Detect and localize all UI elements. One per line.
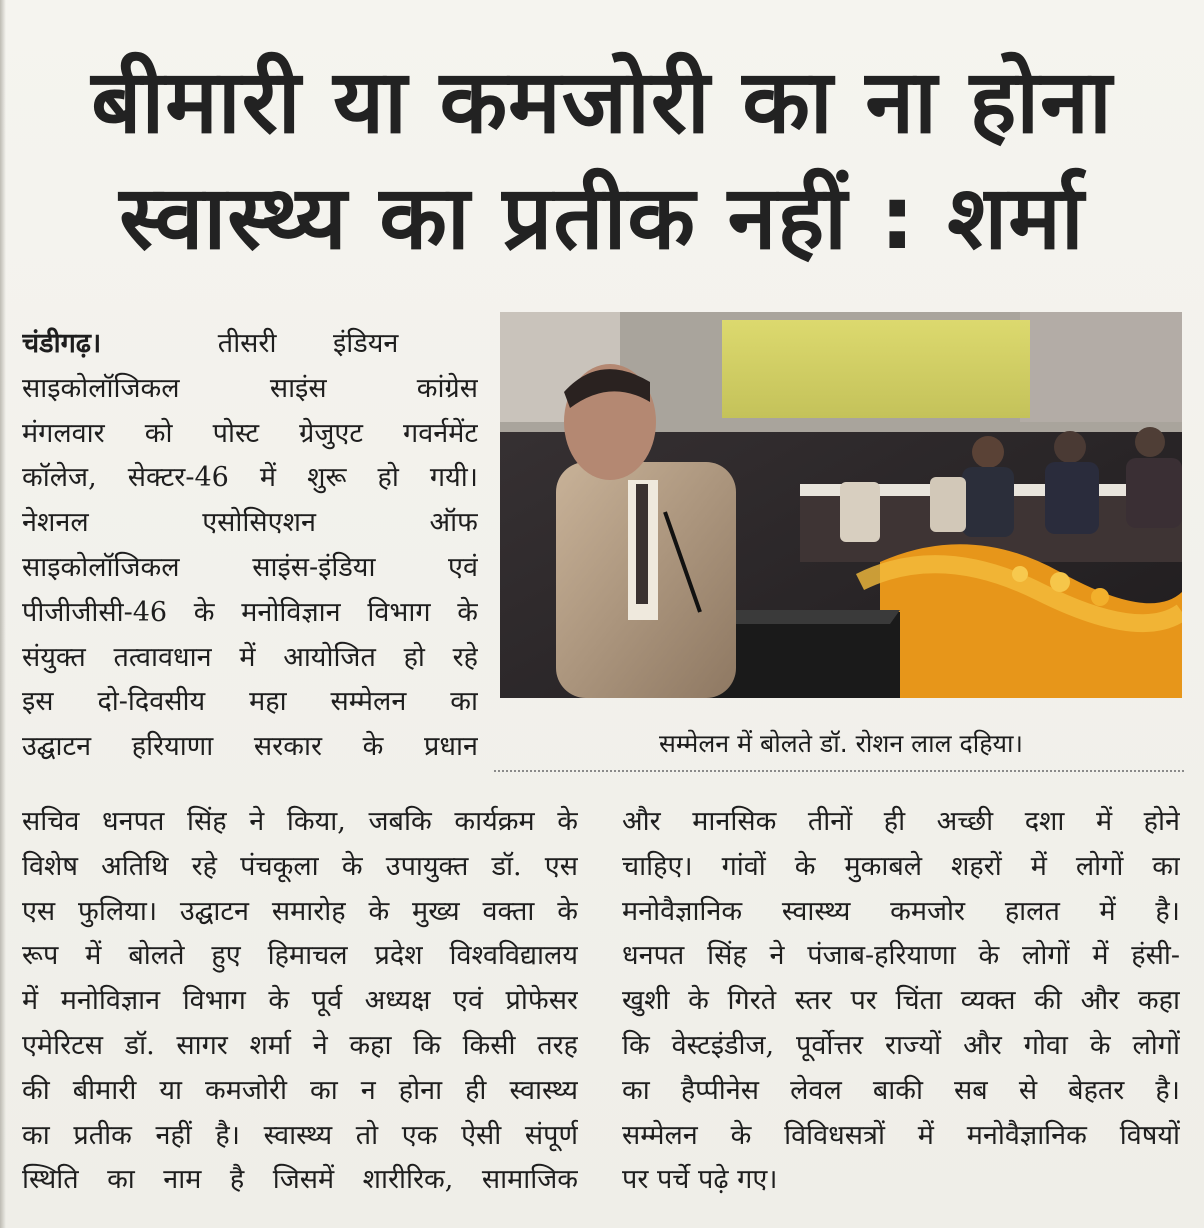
article-line: साइकोलॉजिकल साइंस-इंडिया एवं bbox=[22, 551, 478, 583]
dotted-divider bbox=[494, 770, 1184, 772]
article-line: चाहिए। गांवों के मुकाबले शहरों में लोगों का bbox=[622, 850, 1180, 882]
dateline: चंडीगढ़। bbox=[22, 328, 102, 359]
article-line: कॉलेज, सेक्टर-46 में शुरू हो गयी। bbox=[22, 462, 478, 494]
article-line: का प्रतीक नहीं है। स्वास्थ्य तो एक ऐसी संपूर्ण bbox=[22, 1119, 578, 1151]
headline-line-2: स्वास्थ्य का प्रतीक नहीं : शर्मा bbox=[119, 166, 1085, 269]
speaker-photo bbox=[500, 312, 1182, 698]
article-line: मंगलवार को पोस्ट ग्रेजुएट गवर्नमेंट bbox=[22, 417, 478, 449]
article-line: सचिव धनपत सिंह ने किया, जबकि कार्यक्रम के bbox=[22, 806, 578, 837]
article-column-1 bbox=[22, 322, 478, 782]
headline-line-1: बीमारी या कमजोरी का ना होना bbox=[91, 50, 1113, 153]
article-line: नेशनल एसोसिएशन ऑफ bbox=[22, 507, 478, 539]
article-line-text: तीसरी इंडियन bbox=[161, 328, 399, 359]
article-line: सम्मेलन के विविधसत्रों में मनोवैज्ञानिक विषयों bbox=[622, 1119, 1180, 1151]
article-line: पीजीजीसी-46 के मनोविज्ञान विभाग के bbox=[22, 596, 478, 628]
article-line: इस दो-दिवसीय महा सम्मेलन का bbox=[22, 686, 478, 718]
article-line: रूप में बोलते हुए हिमाचल प्रदेश विश्वविद्यालय bbox=[22, 940, 578, 972]
article-line: में मनोविज्ञान विभाग के पूर्व अध्यक्ष एवं प्रोफेसर bbox=[22, 985, 578, 1017]
article-line: संयुक्त तत्वावधान में आयोजित हो रहे bbox=[22, 641, 478, 673]
article-line: मनोवैज्ञानिक स्वास्थ्य कमजोर हालत में है। bbox=[622, 895, 1180, 927]
article-line: साइकोलॉजिकल साइंस कांग्रेस bbox=[22, 372, 478, 404]
scan-edge-shadow bbox=[0, 0, 6, 1228]
article-column-2 bbox=[622, 800, 1180, 1220]
article-column-1-continued bbox=[22, 800, 578, 1220]
article-line: पर पर्चे पढ़े गए। bbox=[622, 1164, 778, 1196]
article-line: खुशी के गिरते स्तर पर चिंता व्यक्त की और कहा bbox=[622, 985, 1180, 1017]
article-line: एमेरिटस डॉ. सागर शर्मा ने कहा कि किसी तरह bbox=[22, 1029, 578, 1061]
article-line: स्थिति का नाम है जिसमें शारीरिक, सामाजिक bbox=[22, 1164, 578, 1196]
article-line: और मानसिक तीनों ही अच्छी दशा में होने bbox=[622, 806, 1180, 837]
article-line: एस फुलिया। उद्घाटन समारोह के मुख्य वक्ता के bbox=[22, 895, 578, 927]
article-line: का हैप्पीनेस लेवल बाकी सब से बेहतर है। bbox=[622, 1074, 1180, 1106]
headline bbox=[20, 46, 1184, 278]
speaker-at-podium-photo bbox=[500, 312, 1182, 698]
article-line: विशेष अतिथि रहे पंचकूला के उपायुक्त डॉ. एस bbox=[22, 850, 578, 882]
article-line: उद्घाटन हरियाणा सरकार के प्रधान bbox=[22, 731, 478, 763]
article-line: कि वेस्टइंडीज, पूर्वोत्तर राज्यों और गोवा के लोगों bbox=[622, 1029, 1180, 1061]
article-line: की बीमारी या कमजोरी का न होना ही स्वास्थ्य bbox=[22, 1074, 578, 1106]
article-line bbox=[22, 322, 478, 367]
article-line: धनपत सिंह ने पंजाब-हरियाणा के लोगों में हंसी- bbox=[622, 940, 1180, 972]
photo-caption: सम्मेलन में बोलते डॉ. रोशन लाल दहिया। bbox=[659, 729, 1023, 758]
